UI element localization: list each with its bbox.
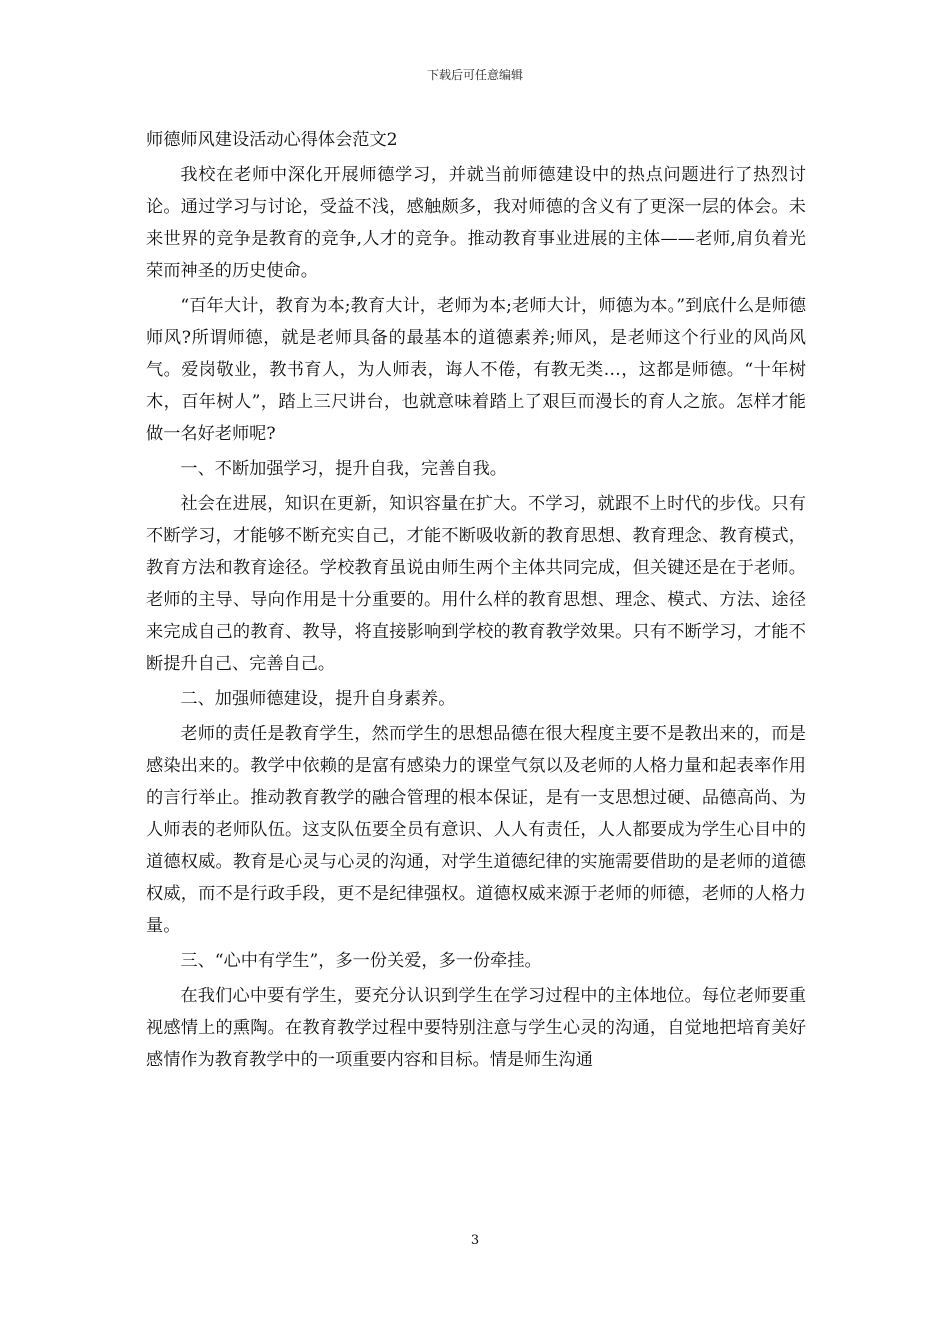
paragraph-section-1: 社会在进展，知识在更新，知识容量在扩大。不学习，就跟不上时代的步伐。只有不断学习，才能够不断充实自己，才能不断吸收新的教育思想、教育理念、教育模式，教育方法和教育途径。学校教育虽说由师生两个主体共同完成，但关键还是在于老师。老师的主导、导向作用是十分重要的。用什么样的教育思想、理念、模式、方法、途径来完成自己的教育、教导，将直接影响到学校的教育教学效果。只有不断学习，才能不断提升自己、完善自己。: [146, 494, 806, 674]
document-body: [146, 124, 806, 1079]
paragraph-intro: 我校在老师中深化开展师德学习，并就当前师德建设中的热点问题进行了热烈讨论。通过学习与讨论，受益不浅，感触颇多，我对师德的含义有了更深一层的体会。未来世界的竞争是教育的竞争,人才的竞争。推动教育事业进展的主体——老师,肩负着光荣而神圣的历史使命。: [146, 165, 806, 281]
section-heading-1: 一、不断加强学习，提升自我，完善自我。: [180, 459, 507, 479]
paragraph-section-3: 在我们心中要有学生，要充分认识到学生在学习过程中的主体地位。每位老师要重视感情上的熏陶。在教育教学过程中要特别注意与学生心灵的沟通，自觉地把培育美好感情作为教育教学中的一项重要内容和目标。情是师生沟通: [146, 986, 806, 1070]
paragraph-section-2: 老师的责任是教育学生，然而学生的思想品德在很大程度主要不是教出来的，而是感染出来的。教学中依赖的是富有感染力的课堂气氛以及老师的人格力量和起表率作用的言行举止。推动教育教学的融合管理的根本保证，是有一支思想过硬、品德高尚、为人师表的老师队伍。这支队伍要全员有意识、人人有责任，人人都要成为学生心目中的道德权威。教育是心灵与心灵的沟通，对学生道德纪律的实施需要借助的是老师的道德权威，而不是行政手段，更不是纪律强权。道德权威来源于老师的师德，老师的人格力量。: [146, 724, 806, 936]
section-heading-2: 二、加强师德建设，提升自身素养。: [180, 689, 456, 709]
paragraph-quote: “百年大计，教育为本;教育大计，老师为本;老师大计，师德为本。”到底什么是师德师风?所谓师德，就是老师具备的最基本的道德素养;师风，是老师这个行业的风尚风气。爱岗敬业，教书育人，为人师表，诲人不倦，有教无类…，这都是师德。“十年树木，百年树人”，踏上三尺讲台，也就意味着踏上了艰巨而漫长的育人之旅。怎样才能做一名好老师呢?: [146, 296, 806, 444]
document-title: 师德师风建设活动心得体会范文2: [146, 130, 398, 150]
section-heading-3: 三、“心中有学生”，多一份关爱，多一份牵挂。: [180, 951, 542, 971]
page-header: 下载后可任意编辑: [426, 68, 523, 82]
page-number: 3: [470, 1233, 480, 1248]
